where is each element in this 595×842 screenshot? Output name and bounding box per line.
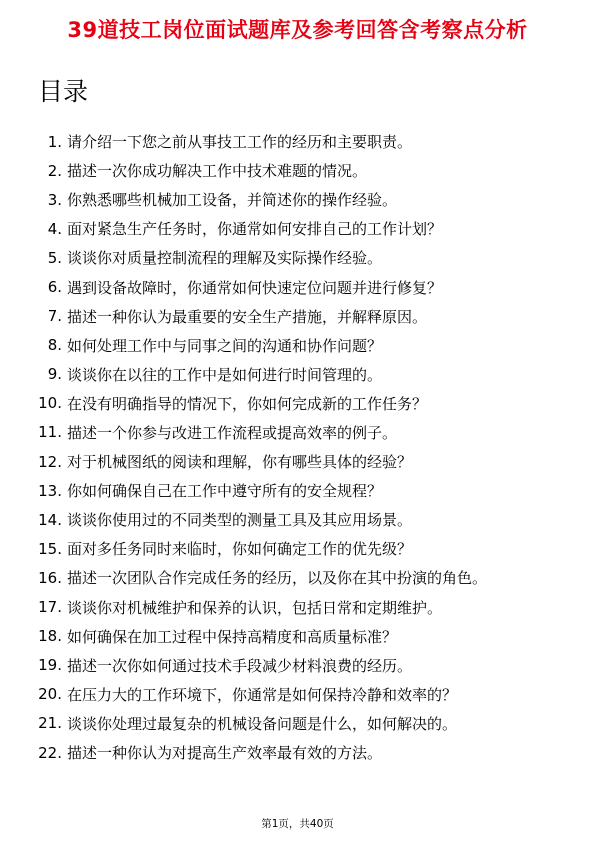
toc-item[interactable] — [36, 185, 576, 214]
toc-item-text: 描述一种你认为最重要的安全生产措施，并解释原因。 — [67, 307, 428, 326]
toc-item-number: 15. — [38, 539, 62, 558]
toc-item-text: 描述一个你参与改进工作流程或提高效率的例子。 — [67, 423, 398, 442]
toc-item-number: 7. — [47, 307, 62, 326]
toc-item-number: 16. — [38, 568, 62, 587]
toc-item-text: 如何处理工作中与同事之间的沟通和协作问题？ — [67, 336, 383, 355]
toc-item[interactable] — [36, 389, 576, 418]
toc-heading: 目录 — [38, 77, 89, 106]
toc-item-text: 如何确保在加工过程中保持高精度和高质量标准？ — [67, 627, 398, 646]
toc-item-number: 3. — [47, 190, 62, 209]
toc-item[interactable] — [36, 651, 576, 680]
toc-item-text: 描述一次团队合作完成任务的经历，以及你在其中扮演的角色。 — [67, 569, 488, 588]
toc-item-number: 9. — [47, 365, 62, 384]
toc-item-number: 12. — [38, 452, 62, 471]
toc-item-text: 面对紧急生产任务时，你通常如何安排自己的工作计划？ — [67, 220, 443, 239]
toc-item[interactable] — [36, 156, 576, 185]
toc-item-text: 遇到设备故障时，你通常如何快速定位问题并进行修复？ — [67, 278, 443, 297]
toc-item[interactable] — [36, 593, 576, 622]
toc-item-number: 1. — [47, 132, 62, 151]
toc-item-number: 21. — [38, 714, 62, 733]
toc-item[interactable] — [36, 418, 576, 447]
toc-item-text: 描述一次你成功解决工作中技术难题的情况。 — [67, 162, 368, 181]
toc-item-number: 17. — [38, 598, 62, 617]
toc-item-number: 13. — [38, 481, 62, 500]
toc-item-number: 20. — [38, 685, 62, 704]
toc-item-number: 14. — [38, 510, 62, 529]
toc-item-text: 描述一种你认为对提高生产效率最有效的方法。 — [67, 744, 383, 763]
toc-item-text: 谈谈你处理过最复杂的机械设备问题是什么，如何解决的。 — [67, 714, 458, 733]
toc-item-text: 你熟悉哪些机械加工设备，并简述你的操作经验。 — [67, 191, 398, 210]
toc-item[interactable] — [36, 622, 576, 651]
toc-item-number: 6. — [47, 278, 62, 297]
toc-item-number: 2. — [47, 161, 62, 180]
toc-item[interactable] — [36, 738, 576, 767]
toc-item[interactable] — [36, 272, 576, 301]
toc-item[interactable] — [36, 360, 576, 389]
toc-item-number: 11. — [38, 423, 62, 442]
toc-item-text: 在没有明确指导的情况下，你如何完成新的工作任务？ — [67, 394, 428, 413]
toc-item-number: 22. — [38, 743, 62, 762]
toc-item-text: 谈谈你对机械维护和保养的认识，包括日常和定期维护。 — [67, 598, 443, 617]
toc-item[interactable] — [36, 243, 576, 272]
toc-item-number: 5. — [47, 248, 62, 267]
page-number: 第1页，共40页 — [261, 818, 334, 830]
toc-item-text: 请介绍一下您之前从事技工工作的经历和主要职责。 — [67, 133, 413, 152]
toc-item[interactable] — [36, 331, 576, 360]
toc-item[interactable] — [36, 534, 576, 563]
toc-item[interactable] — [36, 709, 576, 738]
toc-item-number: 10. — [38, 394, 62, 413]
toc-item[interactable] — [36, 563, 576, 592]
toc-item-text: 谈谈你使用过的不同类型的测量工具及其应用场景。 — [67, 511, 413, 530]
document-title: 39道技工岗位面试题库及参考回答含考察点分析 — [67, 18, 528, 42]
toc-item-number: 8. — [47, 336, 62, 355]
toc-item-text: 在压力大的工作环境下，你通常是如何保持冷静和效率的？ — [67, 685, 458, 704]
toc-item-text: 面对多任务同时来临时，你如何确定工作的优先级？ — [67, 540, 413, 559]
toc-item[interactable] — [36, 127, 576, 156]
toc-item-text: 你如何确保自己在工作中遵守所有的安全规程？ — [67, 482, 383, 501]
toc-item[interactable] — [36, 447, 576, 476]
toc-item[interactable] — [36, 476, 576, 505]
toc-item-number: 4. — [47, 219, 62, 238]
toc-item[interactable] — [36, 214, 576, 243]
toc-item-text: 描述一次你如何通过技术手段减少材料浪费的经历。 — [67, 656, 413, 675]
toc-item-text: 谈谈你对质量控制流程的理解及实际操作经验。 — [67, 249, 383, 268]
toc-item-text: 对于机械图纸的阅读和理解，你有哪些具体的经验？ — [67, 453, 413, 472]
toc-item-number: 19. — [38, 656, 62, 675]
toc-item[interactable] — [36, 680, 576, 709]
toc-item[interactable] — [36, 302, 576, 331]
toc-item-number: 18. — [38, 627, 62, 646]
table-of-contents — [36, 127, 576, 767]
toc-item[interactable] — [36, 505, 576, 534]
toc-item-text: 谈谈你在以往的工作中是如何进行时间管理的。 — [67, 365, 383, 384]
